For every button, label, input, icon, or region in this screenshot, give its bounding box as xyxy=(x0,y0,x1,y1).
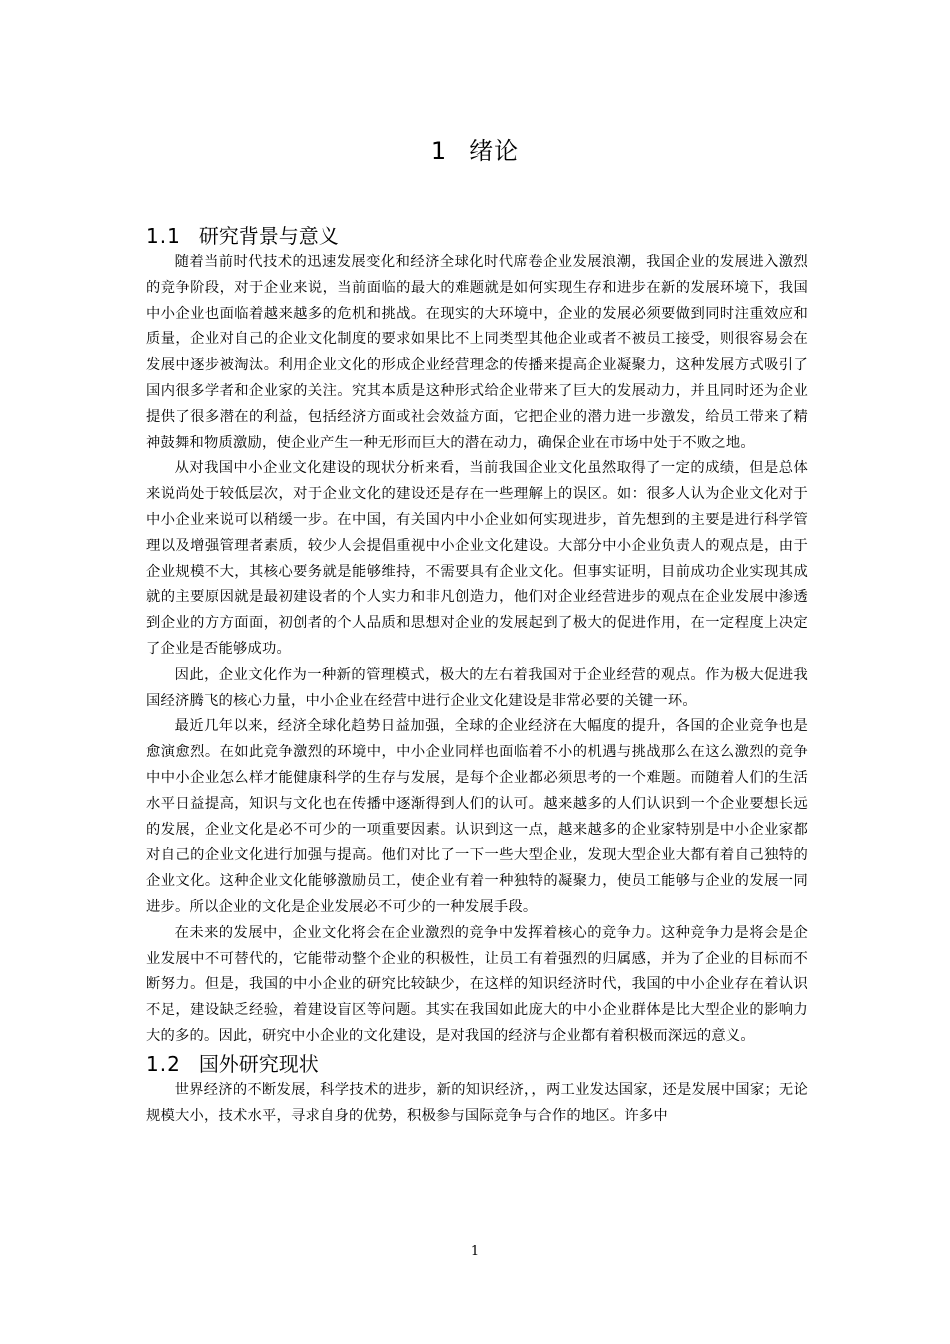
paragraph: 在未来的发展中，企业文化将会在企业激烈的竞争中发挥着核心的竞争力。这种竞争力是将会是企业发展中不可替代的，它能带动整个企业的积极性，让员工有着强烈的归属感，并为了企业的目标而不断努力。但是，我国的中小企业的研究比较缺少，在这样的知识经济时代，我国的中小企业存在着认识不足，建设缺乏经验，着建设盲区等问题。其实在我国如此庞大的中小企业群体是比大型企业的影响力大的多的。因此，研究中小企业的文化建设，是对我国的经济与企业都有着积极而深远的意义。 xyxy=(146,924,808,1044)
chapter-title-text: 绪论 xyxy=(469,137,520,165)
section-number: 1.2 xyxy=(146,1051,181,1076)
section-heading-1-1 xyxy=(146,222,808,250)
paragraph: 最近几年以来，经济全球化趋势日益加强，全球的企业经济在大幅度的提升，各国的企业竞争也是愈演愈烈。在如此竞争激烈的环境中，中小企业同样也面临着不小的机遇与挑战那么在这么激烈的竞争中中小企业怎么样才能健康科学的生存与发展，是每个企业都必须思考的一个难题。而随着人们的生活水平日益提高，知识与文化也在传播中逐渐得到人们的认可。越来越多的人们认识到一个企业要想长远的发展，企业文化是必不可少的一项重要因素。认识到这一点，越来越多的企业家特别是中小企业家都对自己的企业文化进行加强与提高。他们对比了一下一些大型企业，发现大型企业大都有着自己独特的企业文化。这种企业文化能够激励员工，使企业有着一种独特的凝聚力，使员工能够与企业的发展一同进步。所以企业的文化是企业发展必不可少的一种发展手段。 xyxy=(146,718,808,915)
page-number: 1 xyxy=(470,1244,480,1259)
paragraph: 从对我国中小企业文化建设的现状分析来看，当前我国企业文化虽然取得了一定的成绩，但是总体来说尚处于较低层次，对于企业文化的建设还是存在一些理解上的误区。如：很多人认为企业文化对于中小企业来说可以稍缓一步。在中国，有关国内中小企业如何实现进步，首先想到的主要是进行科学管理以及增强管理者素质，较少人会提倡重视中小企业文化建设。大部分中小企业负责人的观点是，由于企业规模不大，其核心要务就是能够维持，不需要具有企业文化。但事实证明，目前成功企业实现其成就的主要原因就是最初建设者的个人实力和非凡创造力，他们对企业经营进步的观点在企业发展中渗透到企业的方方面面，初创者的个人品质和思想对企业的发展起到了极大的促进作用，在一定程度上决定了企业是否能够成功。 xyxy=(146,460,808,657)
paragraph: 随着当前时代技术的迅速发展变化和经济全球化时代席卷企业发展浪潮，我国企业的发展进入激烈的竞争阶段，对于企业来说，当前面临的最大的难题就是如何实现生存和进步在新的发展环境下，我国中小企业也面临着越来越多的危机和挑战。在现实的大环境中，企业的发展必须要做到同时注重效应和质量，企业对自己的企业文化制度的要求如果比不上同类型其他企业或者不被员工接受，则很容易会在发展中逐步被淘汰。利用企业文化的形成企业经营理念的传播来提高企业凝聚力，这种发展方式吸引了国内很多学者和企业家的关注。究其本质是这种形式给企业带来了巨大的发展动力，并且同时还为企业提供了很多潜在的利益，包括经济方面或社会效益方面，它把企业的潜力进一步激发，给员工带来了精神鼓舞和物质激励，使企业产生一种无形而巨大的潜在动力，确保企业在市场中处于不败之地。 xyxy=(146,254,808,451)
section-title: 研究背景与意义 xyxy=(198,224,339,248)
chapter-number: 1 xyxy=(430,137,448,165)
paragraph: 世界经济的不断发展，科学技术的进步，新的知识经济，，两工业发达国家，还是发展中国家；无论规模大小，技术水平，寻求自身的优势，积极参与国际竞争与合作的地区。许多中 xyxy=(146,1081,808,1124)
document-body xyxy=(146,222,808,1129)
section-number: 1.1 xyxy=(146,224,181,248)
section-heading-1-2 xyxy=(146,1050,808,1078)
section-title: 国外研究现状 xyxy=(198,1051,319,1076)
paragraph: 因此，企业文化作为一种新的管理模式，极大的左右着我国对于企业经营的观点。作为极大促进我国经济腾飞的核心力量，中小企业在经营中进行企业文化建设是非常必要的关键一环。 xyxy=(146,666,808,709)
chapter-title xyxy=(0,135,950,167)
